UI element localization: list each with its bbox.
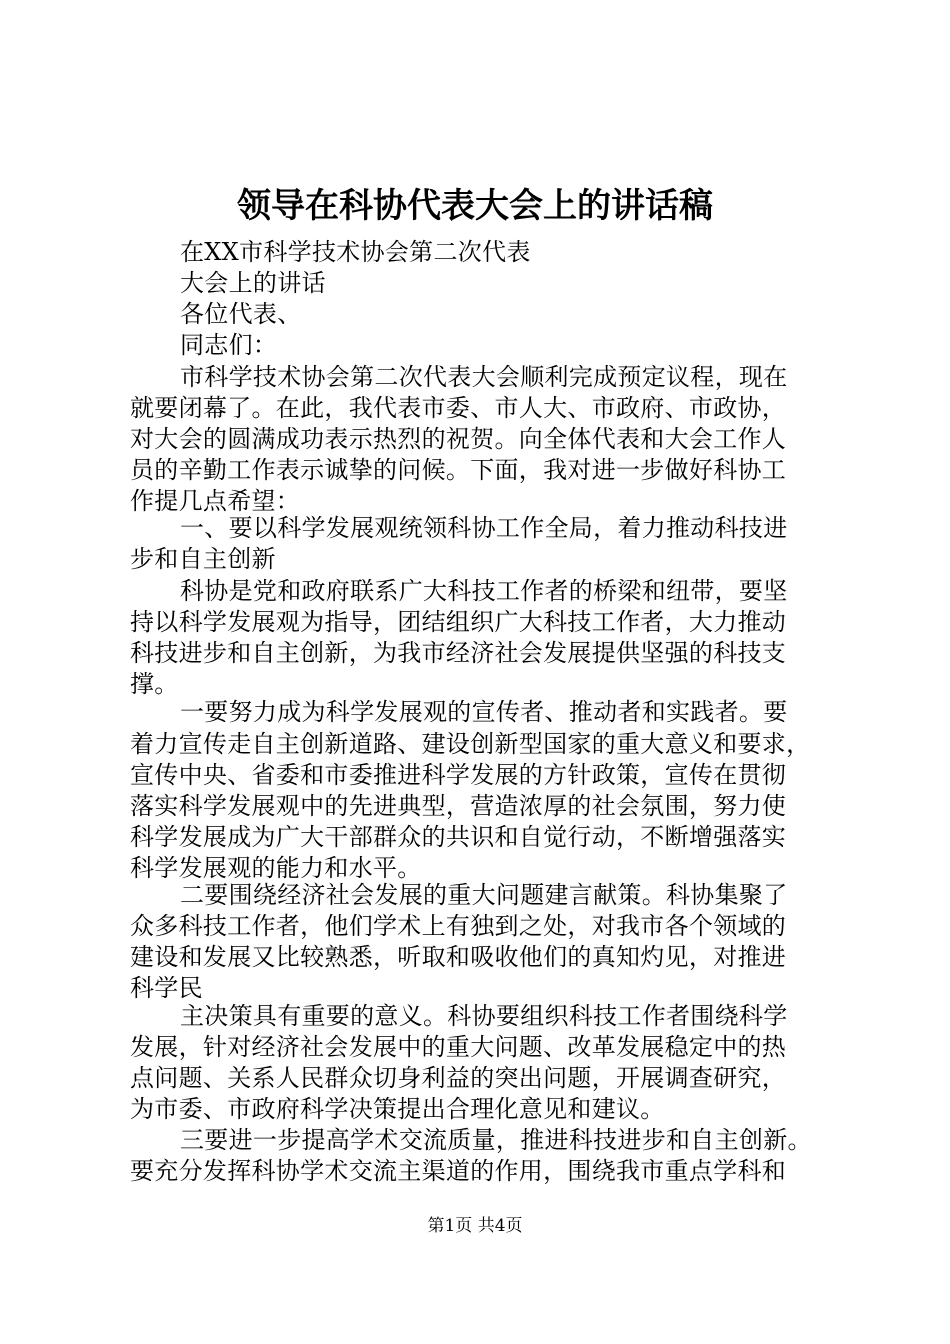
paragraph-line: 科学民 [130,974,203,1002]
paragraph-line: 三要进一步提高学术交流质量，推进科技进步和自主创新。 [180,1126,812,1154]
paragraph-line: 撑。 [130,670,179,698]
paragraph-line: 二要围绕经济社会发展的重大问题建言献策。科协集聚了 [180,881,788,909]
paragraph-line: 要充分发挥科协学术交流主渠道的作用，围绕我市重点学科和 [130,1157,787,1185]
paragraph-line: 建设和发展又比较熟悉，听取和吸收他们的真知灼见，对推进 [130,943,787,971]
document-title: 领导在科协代表大会上的讲话稿 [237,186,713,226]
paragraph-line: 持以科学发展观为指导，团结组织广大科技工作者，大力推动 [130,608,787,636]
heading-line: 在XX市科学技术协会第二次代表 [180,238,531,266]
paragraph-line: 科协是党和政府联系广大科技工作者的桥梁和纽带，要坚 [180,577,788,605]
paragraph-line: 落实科学发展观中的先进典型，营造浓厚的社会氛围，努力使 [130,792,787,820]
paragraph-line: 众多科技工作者，他们学术上有独到之处，对我市各个领域的 [130,912,787,940]
paragraph-line: 主决策具有重要的意义。科协要组织科技工作者围绕科学 [180,1002,788,1030]
paragraph-line: 为市委、市政府科学决策提出合理化意见和建议。 [130,1095,665,1123]
section-heading-line: 步和自主创新 [130,545,276,573]
heading-line: 大会上的讲话 [180,269,326,297]
section-heading-line: 一、要以科学发展观统领科协工作全局，着力推动科技进 [180,514,788,542]
paragraph-line: 科技进步和自主创新，为我市经济社会发展提供坚强的科技支 [130,639,787,667]
paragraph-line: 点问题、关系人民群众切身利益的突出问题，开展调查研究， [130,1064,787,1092]
paragraph-line: 发展，针对经济社会发展中的重大问题、改革发展稳定中的热 [130,1033,787,1061]
paragraph-line: 就要闭幕了。在此，我代表市委、市人大、市政府、市政协， [130,394,787,422]
salutation-line: 各位代表、 [180,300,302,328]
paragraph-line: 科学发展观的能力和水平。 [130,854,422,882]
page-number-footer: 第1页 共4页 [427,1216,523,1236]
paragraph-line: 对大会的圆满成功表示热烈的祝贺。向全体代表和大会工作人 [130,425,787,453]
salutation-line: 同志们： [180,331,278,359]
paragraph-line: 作提几点希望： [130,487,301,515]
paragraph-line: 市科学技术协会第二次代表大会顺利完成预定议程，现在 [180,363,788,391]
paragraph-line: 宣传中央、省委和市委推进科学发展的方针政策，宣传在贯彻 [130,761,787,789]
paragraph-line: 着力宣传走自主创新道路、建设创新型国家的重大意义和要求， [130,730,811,758]
paragraph-line: 科学发展成为广大干部群众的共识和自觉行动，不断增强落实 [130,823,787,851]
paragraph-line: 员的辛勤工作表示诚挚的问候。下面，我对进一步做好科协工 [130,456,787,484]
paragraph-line: 一要努力成为科学发展观的宣传者、推动者和实践者。要 [180,698,788,726]
